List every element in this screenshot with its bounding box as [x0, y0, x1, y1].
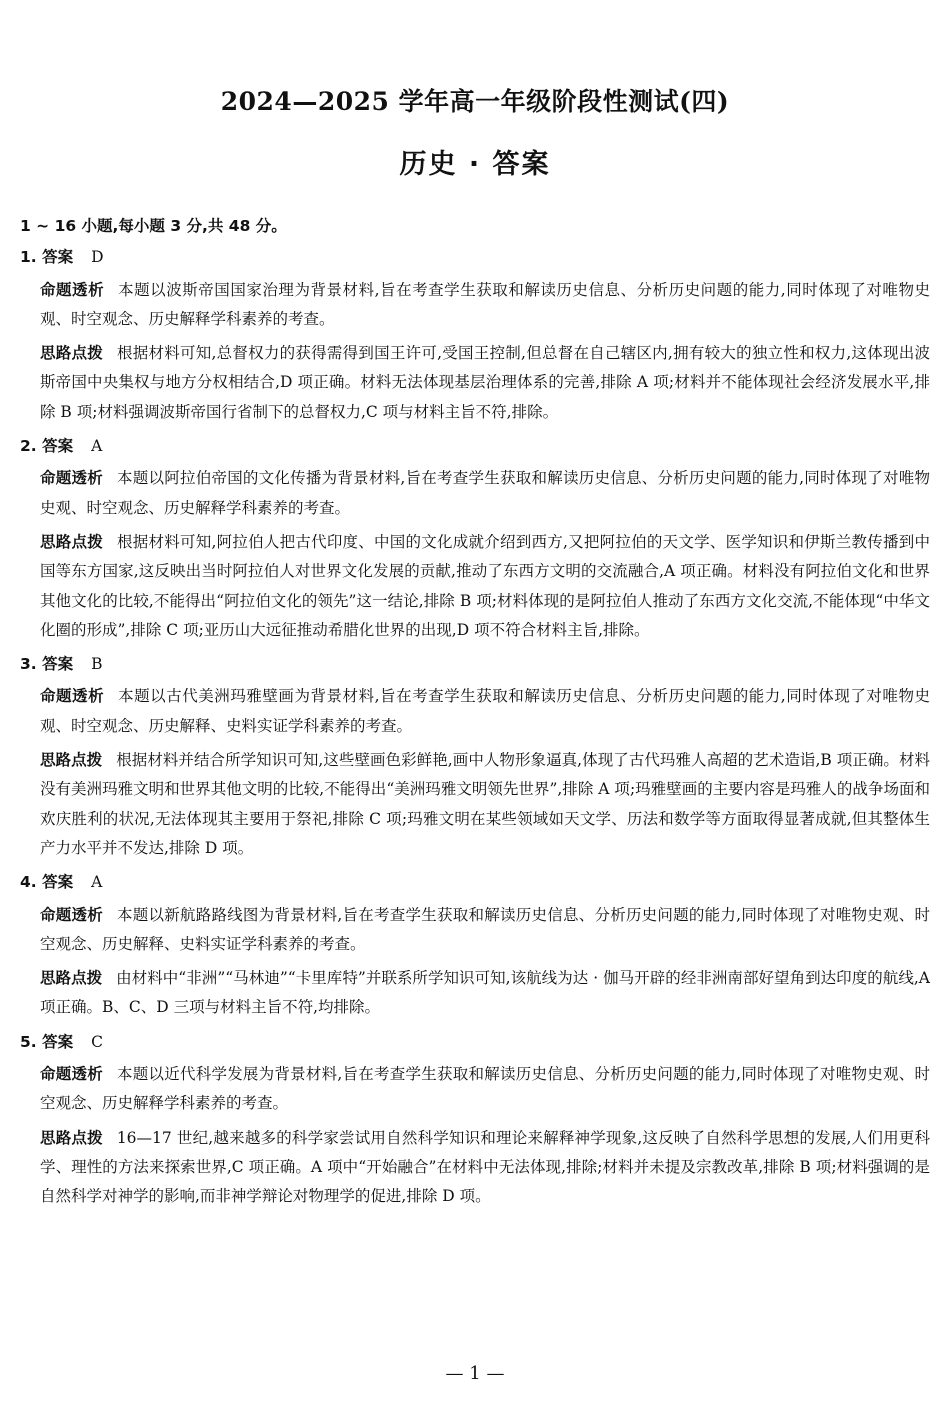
analysis-label: 命题透析	[40, 469, 103, 488]
analysis-label: 命题透析	[40, 687, 105, 706]
approach-text: 根据材料并结合所学知识可知,这些壁画色彩鲜艳,画中人物形象逼真,体现了古代玛雅人高超的艺术造诣,B 项正确。材料没有美洲玛雅文明和世界其他文明的比较,不能得出“美洲玛雅文明领先世界”,排除 A 项;玛雅壁画的主要内容是玛雅人的战争场面和欢庆胜利的状况,无法体现其主要用于祭祀,排除 C 项;玛雅文明在某些领域如天文学、历法和数学等方面取得显著成就,但其整体生产力水平并不发达,排除 D 项。	[40, 751, 930, 857]
approach-text: 根据材料可知,阿拉伯人把古代印度、中国的文化成就介绍到西方,又把阿拉伯的天文学、医学知识和伊斯兰教传播到中国等东方国家,这反映出当时阿拉伯人对世界文化发展的贡献,推动了东西方文明的交流融合,A 项正确。材料没有阿拉伯文化和世界其他文化的比较,不能得出“阿拉伯文化的领先”这一结论,排除 B 项;材料体现的是阿拉伯人推动了东西方文化交流,不能体现“中华文化圈的形成”,排除 C 项;亚历山大远征推动希腊化世界的出现,D 项不符合材料主旨,排除。	[40, 532, 930, 639]
approach-text: 由材料中“非洲”“马林迪”“卡里库特”并联系所学知识可知,该航线为达 · 伽马开辟的经非洲南部好望角到达印度的航线,A 项正确。B、C、D 三项与材料主旨不符,均排除。	[40, 969, 930, 1017]
question-3	[20, 650, 930, 863]
answer-content	[20, 212, 930, 1217]
approach-text: 根据材料可知,总督权力的获得需得到国王许可,受国王控制,但总督在自己辖区内,拥有较大的独立性和权力,这体现出波斯帝国中央集权与地方分权相结合,D 项正确。材料无法体现基层治理体系的完善,排除 A 项;材料并不能体现社会经济发展水平,排除 B 项;材料强调波斯帝国行省制下的总督权力,C 项与材料主旨不符,排除。	[40, 344, 930, 421]
approach-paragraph	[20, 528, 930, 645]
question-heading	[20, 432, 930, 461]
approach-paragraph	[20, 339, 930, 427]
analysis-text: 本题以阿拉伯帝国的文化传播为背景材料,旨在考查学生获取和解读历史信息、分析历史问题的能力,同时体现了对唯物史观、时空观念、历史解释学科素养的考查。	[40, 469, 930, 517]
question-number-label: 1. 答案	[20, 248, 74, 267]
analysis-text: 本题以古代美洲玛雅壁画为背景材料,旨在考查学生获取和解读历史信息、分析历史问题的能力,同时体现了对唯物史观、时空观念、历史解释、史料实证学科素养的考查。	[40, 687, 930, 735]
approach-text: 16—17 世纪,越来越多的科学家尝试用自然科学知识和理论来解释神学现象,这反映了自然科学思想的发展,人们用更科学、理性的方法来探索世界,C 项正确。A 项中“开始融合”在材料中无法体现,排除;材料并未提及宗教改革,排除 B 项;材料强调的是自然科学对神学的影响,而非神学辩论对物理学的促进,排除 D 项。	[40, 1128, 930, 1206]
answer-letter: B	[91, 655, 103, 674]
question-2	[20, 432, 930, 645]
approach-paragraph	[20, 964, 930, 1023]
analysis-paragraph	[20, 901, 930, 960]
analysis-paragraph	[20, 682, 930, 741]
approach-paragraph	[20, 746, 930, 863]
question-number-label: 4. 答案	[20, 873, 74, 892]
question-number-label: 5. 答案	[20, 1032, 74, 1051]
analysis-paragraph	[20, 276, 930, 335]
analysis-text: 本题以波斯帝国国家治理为背景材料,旨在考查学生获取和解读历史信息、分析历史问题的能力,同时体现了对唯物史观、时空观念、历史解释学科素养的考查。	[40, 280, 930, 328]
analysis-label: 命题透析	[40, 905, 103, 924]
analysis-text: 本题以近代科学发展为背景材料,旨在考查学生获取和解读历史信息、分析历史问题的能力,同时体现了对唯物史观、时空观念、历史解释学科素养的考查。	[40, 1065, 930, 1113]
question-heading	[20, 1028, 930, 1057]
page-number: — 1 —	[445, 1363, 505, 1384]
question-number-label: 3. 答案	[20, 655, 74, 674]
approach-label: 思路点拨	[40, 969, 103, 988]
analysis-text: 本题以新航路路线图为背景材料,旨在考查学生获取和解读历史信息、分析历史问题的能力,同时体现了对唯物史观、时空观念、历史解释、史料实证学科素养的考查。	[40, 905, 930, 953]
answer-letter: A	[91, 437, 103, 456]
question-number-label: 2. 答案	[20, 437, 74, 456]
question-heading	[20, 868, 930, 897]
scoring-intro: 1 ~ 16 小题,每小题 3 分,共 48 分。	[20, 217, 287, 235]
question-heading	[20, 650, 930, 679]
answer-letter: A	[91, 873, 103, 892]
question-5	[20, 1028, 930, 1212]
approach-label: 思路点拨	[40, 751, 103, 770]
approach-label: 思路点拨	[40, 1128, 103, 1147]
approach-label: 思路点拨	[40, 344, 103, 363]
analysis-paragraph	[20, 464, 930, 523]
page-title: 2024—2025 学年高一年级阶段性测试(四)	[220, 87, 730, 116]
approach-label: 思路点拨	[40, 532, 103, 551]
question-1	[20, 243, 930, 427]
question-heading	[20, 243, 930, 272]
analysis-paragraph	[20, 1060, 930, 1119]
analysis-label: 命题透析	[40, 1065, 103, 1084]
question-4	[20, 868, 930, 1022]
approach-paragraph	[20, 1124, 930, 1212]
page-subtitle: 历史 · 答案	[399, 149, 551, 180]
analysis-label: 命题透析	[40, 280, 105, 299]
answer-letter: C	[91, 1032, 103, 1051]
answer-letter: D	[91, 248, 104, 267]
